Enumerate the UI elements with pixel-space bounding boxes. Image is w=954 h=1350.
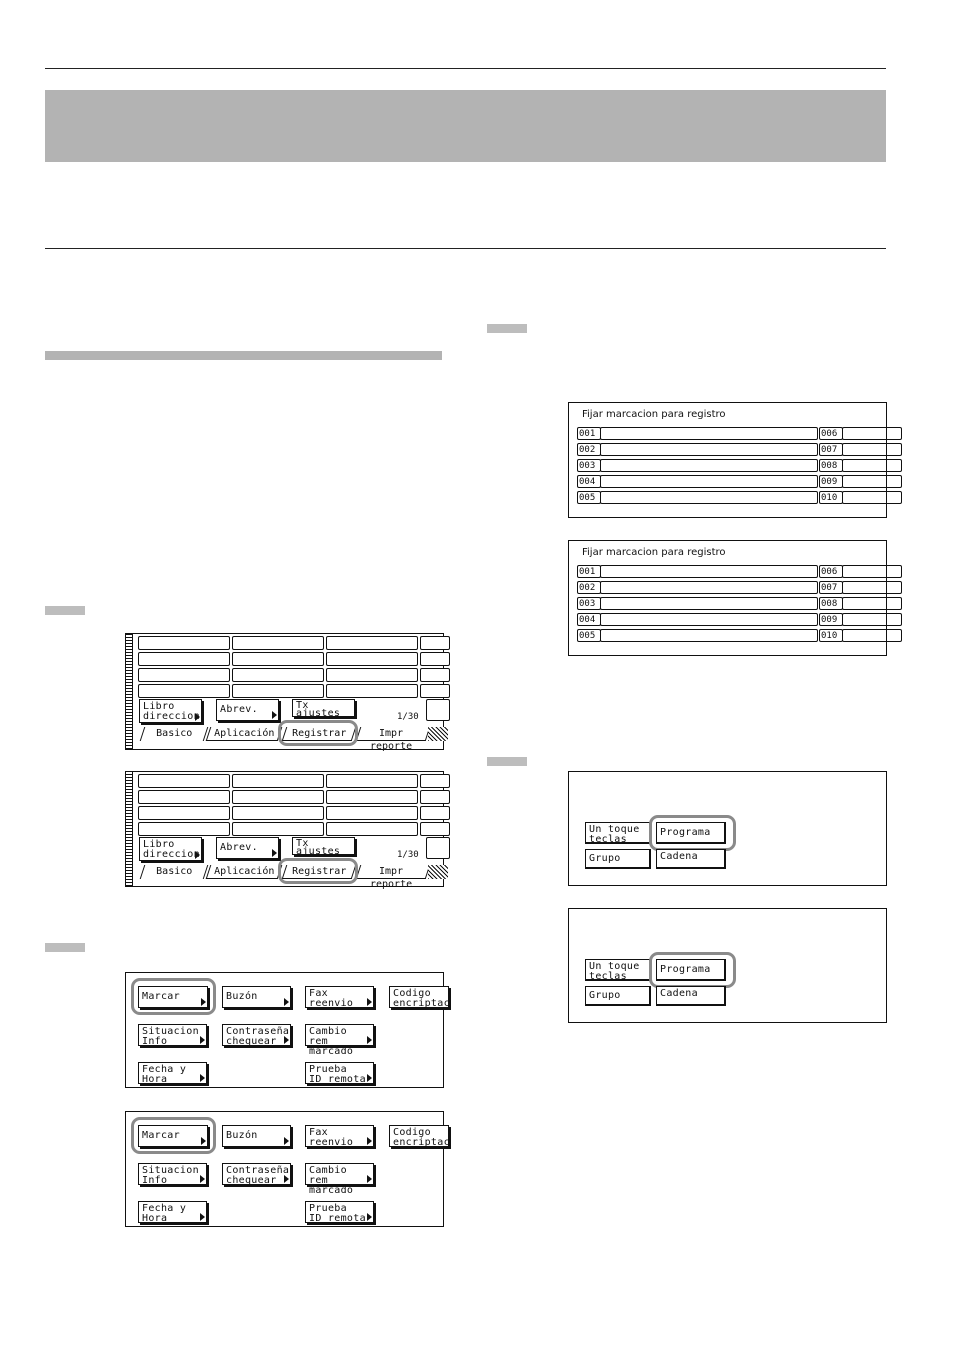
tab-aplicacion[interactable]: Aplicación [206,865,283,879]
arrow-right-icon [367,1213,372,1221]
step-marker-1 [45,606,85,615]
program-screen-panel [568,771,887,886]
register-row[interactable] [569,443,886,457]
programa-highlight [649,952,736,988]
one-touch-label-1: Un toque [589,824,640,835]
password-label-1: Contraseña [226,1026,290,1037]
status-info-label-2: Info [142,1175,168,1186]
password-label-1: Contraseña [226,1165,290,1176]
chain-label: Cadena [660,851,698,862]
register-screen-panel [568,540,887,656]
arrow-right-icon [195,713,200,721]
register-number-right: 009 [819,475,843,488]
address-cell[interactable] [420,790,450,804]
arrow-right-icon [367,1036,372,1044]
register-rows [569,541,886,655]
one-touch-label-1: Un toque [589,961,640,972]
register-number-right: 006 [819,565,843,578]
address-cell[interactable] [326,652,418,666]
address-book-label-1: Libro [143,701,175,712]
register-number-left: 005 [577,491,601,504]
address-cell[interactable] [232,636,324,650]
address-cell[interactable] [138,822,230,836]
marcar-highlight [131,1117,216,1154]
registrar-highlight [278,858,358,884]
program-label: Programa [660,827,711,838]
group-label: Grupo [589,990,621,1001]
mailbox-button[interactable] [222,1125,291,1147]
register-number-left: 001 [577,427,601,440]
redial-change-button[interactable] [305,1024,374,1057]
register-entry-left[interactable] [600,629,818,642]
section-rule [45,248,886,249]
page-indicator: 1/30 [397,850,419,860]
register-number-left: 003 [577,459,601,472]
date-time-label-1: Fecha y [142,1203,187,1214]
encryption-code-button[interactable] [389,1125,449,1147]
register-entry-left[interactable] [600,491,818,504]
tab-bar-filler [428,727,448,741]
address-cell[interactable] [326,668,418,682]
address-cell[interactable] [138,652,230,666]
mailbox-label: Buzón [226,991,258,1002]
tx-settings-label-1: Tx [296,700,309,711]
status-info-label-2: Info [142,1036,168,1047]
register-entry-left[interactable] [600,597,818,610]
step-marker-4 [487,757,527,766]
register-number-right: 008 [819,597,843,610]
address-cell[interactable] [232,774,324,788]
dial-label: Marcar [142,1130,180,1141]
register-screen-panel [568,402,887,518]
tx-settings-button[interactable] [292,837,355,855]
address-cell[interactable] [326,822,418,836]
register-title: Fijar marcacion para registro [582,547,726,558]
menu-screen-panel [125,1111,450,1227]
tab-aplicacion[interactable]: Aplicación [206,727,283,741]
status-info-label-1: Situacion [142,1026,199,1037]
register-row[interactable] [569,581,886,595]
date-time-button[interactable] [138,1062,207,1084]
register-entry-right[interactable] [842,629,902,642]
register-title: Fijar marcacion para registro [582,409,726,420]
one-touch-label-2: teclas [589,834,627,845]
remote-id-label-1: Prueba [309,1064,347,1075]
chain-button[interactable] [656,849,726,869]
redial-label-1: Cambio rem [309,1026,347,1047]
chain-button[interactable] [656,986,726,1006]
date-time-button[interactable] [138,1201,207,1223]
date-time-label-2: Hora [142,1074,168,1085]
redial-change-button[interactable] [305,1163,374,1196]
address-cell[interactable] [138,774,230,788]
date-time-label-2: Hora [142,1213,168,1224]
arrow-right-icon [284,1175,289,1183]
tab-basico[interactable]: Basico [140,727,209,741]
tx-settings-label-2: ajustes [296,708,341,719]
address-cell[interactable] [420,652,450,666]
register-entry-left[interactable] [600,581,818,594]
status-info-button[interactable] [138,1163,207,1185]
address-cell[interactable] [138,636,230,650]
register-row[interactable] [569,427,886,441]
address-book-label-1: Libro [143,839,175,850]
register-entry-right[interactable] [842,581,902,594]
program-screen-panel [568,908,887,1023]
register-entry-right[interactable] [842,443,902,456]
register-number-left: 001 [577,565,601,578]
address-book-label-2: direccion [143,849,200,860]
arrow-right-icon [284,998,289,1006]
register-number-right: 007 [819,581,843,594]
register-entry-left[interactable] [600,613,818,626]
encryption-label-2: encriptac [393,998,450,1009]
arrow-right-icon [367,1137,372,1145]
encryption-code-button[interactable] [389,986,449,1008]
address-cell[interactable] [232,668,324,682]
address-cell[interactable] [326,774,418,788]
register-number-right: 007 [819,443,843,456]
register-number-right: 010 [819,629,843,642]
address-cell[interactable] [420,668,450,682]
register-number-right: 010 [819,491,843,504]
address-book-label-2: direccion [143,711,200,722]
date-time-label-1: Fecha y [142,1064,187,1075]
scroll-button[interactable] [426,837,450,859]
password-check-button[interactable] [222,1163,291,1185]
register-number-right: 006 [819,427,843,440]
address-book-button[interactable] [139,837,202,861]
arrow-right-icon [284,1137,289,1145]
password-check-button[interactable] [222,1024,291,1046]
register-entry-left[interactable] [600,475,818,488]
address-cell[interactable] [232,790,324,804]
encryption-label-1: Codigo [393,988,431,999]
register-row[interactable] [569,459,886,473]
tab-registrar[interactable]: Registrar [282,727,357,741]
redial-label-2: marcado [309,1046,354,1057]
address-cell[interactable] [138,684,230,698]
tab-impr-reporte[interactable]: Impr reporte [356,865,431,879]
mailbox-button[interactable] [222,986,291,1008]
register-number-left: 003 [577,597,601,610]
chapter-title-band [45,90,886,162]
register-row[interactable] [569,629,886,643]
register-entry-right[interactable] [842,427,902,440]
program-label: Programa [660,964,711,975]
address-cell[interactable] [420,684,450,698]
tab-impr-reporte[interactable]: Impr reporte [356,727,431,741]
register-entry-right[interactable] [842,459,902,472]
abbrev-button[interactable] [216,837,279,859]
chain-label: Cadena [660,988,698,999]
fax-forward-label-2: reenvio [309,998,354,1009]
address-cell[interactable] [420,774,450,788]
address-cell[interactable] [420,806,450,820]
address-cell[interactable] [326,790,418,804]
group-button[interactable] [585,849,651,869]
register-number-left: 005 [577,629,601,642]
register-entry-right[interactable] [842,613,902,626]
register-entry-left[interactable] [600,459,818,472]
arrow-right-icon [284,1036,289,1044]
address-cell[interactable] [232,684,324,698]
status-info-button[interactable] [138,1024,207,1046]
group-button[interactable] [585,986,651,1006]
address-cell[interactable] [232,652,324,666]
register-row[interactable] [569,475,886,489]
status-info-label-1: Situacion [142,1165,199,1176]
register-row[interactable] [569,491,886,505]
arrow-right-icon [367,1175,372,1183]
page-indicator: 1/30 [397,712,419,722]
register-entry-right[interactable] [842,565,902,578]
abbrev-button[interactable] [216,699,279,721]
remote-id-label-1: Prueba [309,1203,347,1214]
encryption-label-1: Codigo [393,1127,431,1138]
scroll-button[interactable] [426,699,450,721]
basic-screen-panel [125,771,444,890]
register-entry-left[interactable] [600,565,818,578]
section-heading-bar [45,351,442,360]
one-touch-label-2: teclas [589,971,627,982]
address-cell[interactable] [138,790,230,804]
register-row[interactable] [569,597,886,611]
address-cell[interactable] [138,806,230,820]
arrow-right-icon [367,1074,372,1082]
address-cell[interactable] [232,806,324,820]
register-entry-right[interactable] [842,475,902,488]
register-number-right: 009 [819,613,843,626]
register-number-left: 004 [577,475,601,488]
address-cell[interactable] [420,636,450,650]
tx-settings-label-1: Tx [296,838,309,849]
address-cell[interactable] [326,636,418,650]
address-cell[interactable] [138,668,230,682]
address-cell[interactable] [420,822,450,836]
abbrev-label: Abrev. [220,704,258,715]
remote-id-label-2: ID remota [309,1074,366,1085]
password-label-2: chequear [226,1036,277,1047]
register-number-left: 004 [577,613,601,626]
programa-highlight [649,815,736,851]
step-marker-3 [487,324,527,333]
encryption-label-2: encriptac [393,1137,450,1148]
arrow-right-icon [272,849,277,857]
register-row[interactable] [569,613,886,627]
register-rows [569,403,886,517]
register-entry-left[interactable] [600,443,818,456]
register-row[interactable] [569,565,886,579]
address-book-button[interactable] [139,699,202,723]
address-cell[interactable] [326,684,418,698]
register-entry-left[interactable] [600,427,818,440]
arrow-right-icon [200,1074,205,1082]
fax-forward-button[interactable] [305,986,374,1008]
tab-registrar[interactable]: Registrar [282,865,357,879]
arrow-right-icon [272,711,277,719]
one-touch-keys-button[interactable] [585,822,651,844]
register-number-right: 008 [819,459,843,472]
address-cell[interactable] [326,806,418,820]
menu-screen-panel [125,972,450,1088]
tx-settings-button[interactable] [292,699,355,717]
marcar-highlight [131,978,216,1015]
fax-forward-label-2: reenvio [309,1137,354,1148]
arrow-right-icon [200,1036,205,1044]
arrow-right-icon [195,851,200,859]
mailbox-label: Buzón [226,1130,258,1141]
address-cell[interactable] [232,822,324,836]
fax-forward-label-1: Fax [309,1127,328,1138]
register-number-left: 002 [577,443,601,456]
basic-screen-panel [125,633,444,750]
abbrev-label: Abrev. [220,842,258,853]
fax-forward-button[interactable] [305,1125,374,1147]
one-touch-keys-button[interactable] [585,959,651,981]
remote-id-test-button[interactable] [305,1201,374,1223]
redial-label-1: Cambio rem [309,1165,347,1186]
tab-basico[interactable]: Basico [140,865,209,879]
remote-id-test-button[interactable] [305,1062,374,1084]
top-rule [45,68,886,69]
dial-label: Marcar [142,991,180,1002]
password-label-2: chequear [226,1175,277,1186]
arrow-right-icon [200,1213,205,1221]
tx-settings-label-2: ajustes [296,846,341,857]
group-label: Grupo [589,853,621,864]
registrar-highlight [278,720,358,746]
step-marker-2 [45,943,85,952]
register-entry-right[interactable] [842,491,902,504]
register-entry-right[interactable] [842,597,902,610]
fax-forward-label-1: Fax [309,988,328,999]
arrow-right-icon [200,1175,205,1183]
arrow-right-icon [367,998,372,1006]
redial-label-2: marcado [309,1185,354,1196]
register-number-left: 002 [577,581,601,594]
tab-bar-filler [428,865,448,879]
remote-id-label-2: ID remota [309,1213,366,1224]
